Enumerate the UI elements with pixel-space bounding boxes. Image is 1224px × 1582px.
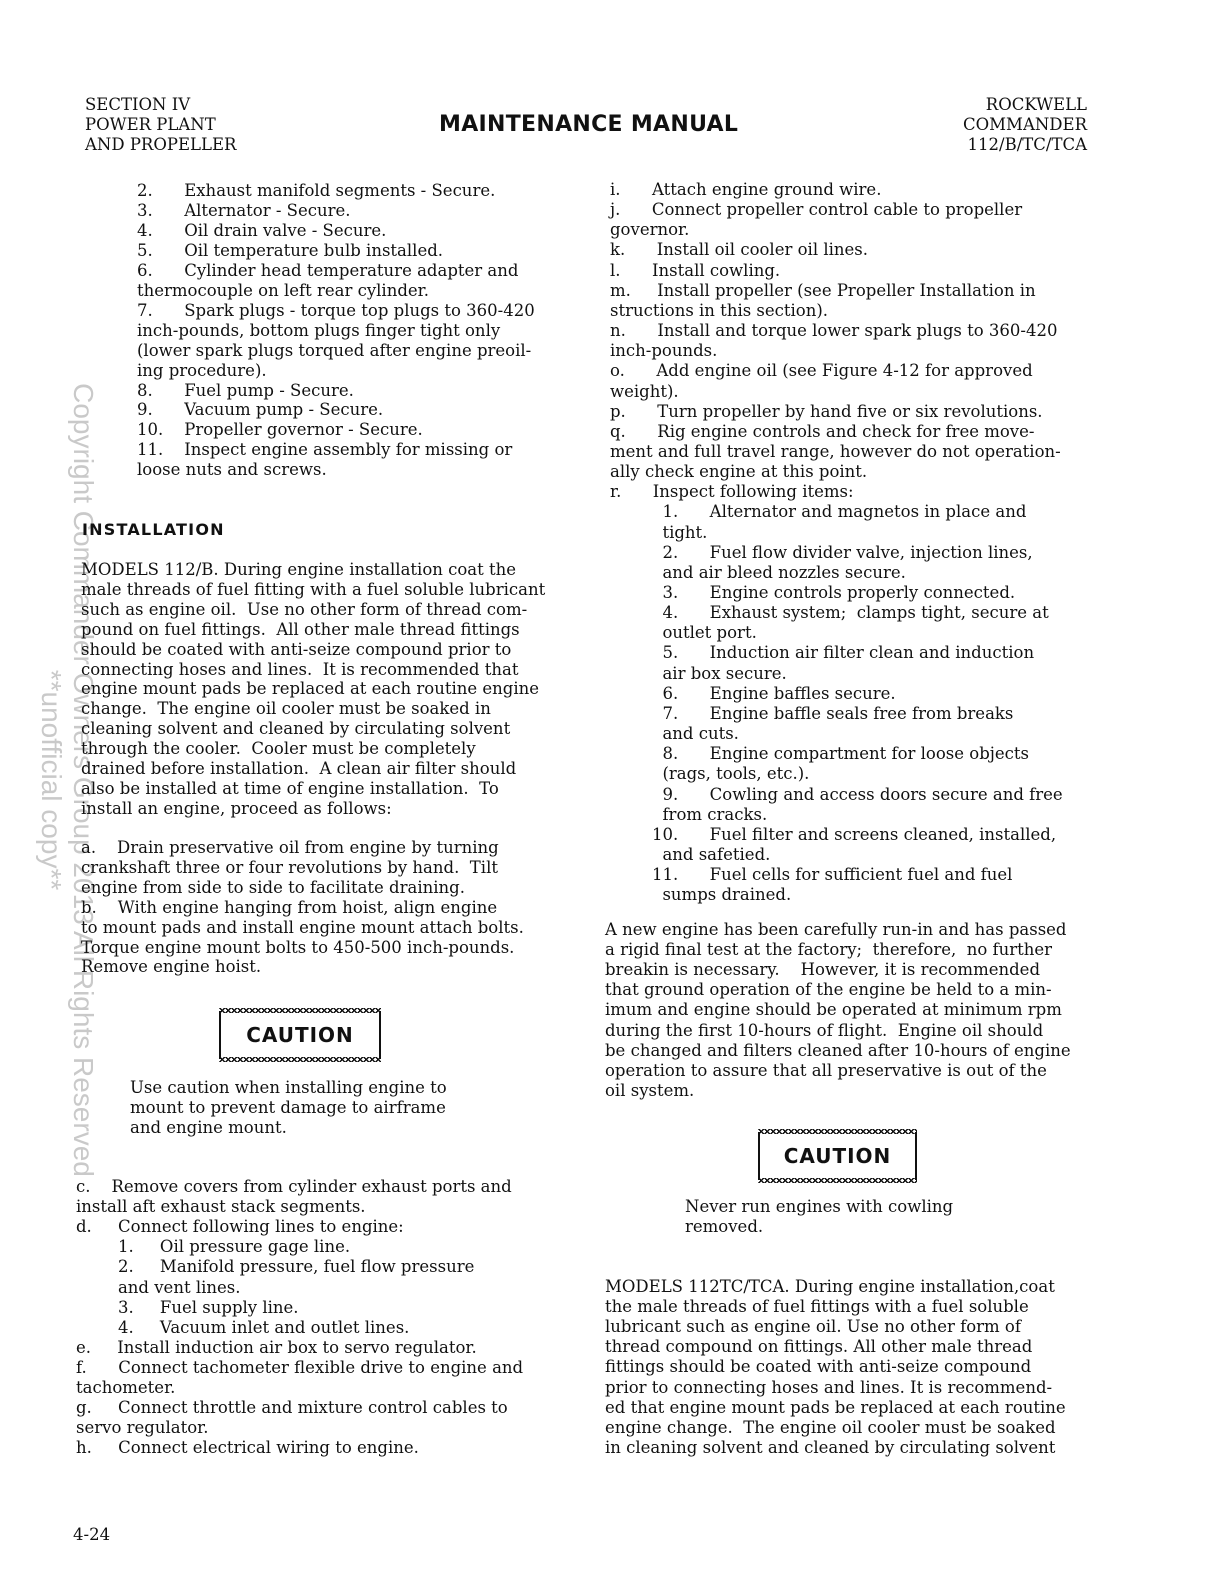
text-line: g. Connect throttle and mixture control cables to (76, 1398, 508, 1418)
text-line: Never run engines with cowling (685, 1197, 954, 1216)
text-line: pound on fuel fittings. All other male thread fittings (81, 619, 520, 639)
text-line: air box secure. (610, 663, 787, 683)
text-line: lubricant such as engine oil. Use no other form of (605, 1317, 1021, 1337)
page-title: MAINTENANCE MANUAL (439, 112, 739, 137)
text-line: i. Attach engine ground wire. (610, 180, 882, 199)
text-line: ally check engine at this point. (610, 462, 868, 482)
text-line: engine mount pads be replaced at each routine engine (81, 679, 540, 699)
text-line: install aft exhaust stack segments. (76, 1197, 366, 1217)
header-right-line: COMMANDER (963, 115, 1087, 134)
text-line: drained before installation. A clean air filter should (81, 759, 517, 778)
text-line: Torque engine mount bolts to 450-500 inch-pounds. (81, 937, 515, 957)
text-line: loose nuts and screws. (137, 460, 327, 480)
text-line: n. Install and torque lower spark plugs to 360-420 (610, 321, 1058, 341)
text-line: a. Drain preservative oil from engine by turning (81, 838, 499, 857)
text-line: d. Connect following lines to engine: (76, 1217, 404, 1237)
text-line: 3. Engine controls properly connected. (610, 583, 1016, 602)
text-line: k. Install oil cooler oil lines. (610, 240, 868, 260)
text-line: change. The engine oil cooler must be soaked in (81, 699, 491, 719)
text-line: MODELS 112/B. During engine installation coat the (81, 560, 517, 579)
text-line: 9. Vacuum pump - Secure. (137, 400, 384, 420)
text-line: outlet port. (610, 623, 757, 643)
text-line: 8. Fuel pump - Secure. (137, 380, 354, 400)
text-line: the male threads of fuel fittings with a fuel soluble (605, 1297, 1029, 1317)
text-line: (rags, tools, etc.). (610, 764, 810, 784)
text-line: breakin is necessary. However, it is recommended (605, 960, 1041, 980)
header-left-line: POWER PLANT (85, 115, 216, 134)
text-line: male threads of fuel fitting with a fuel soluble lubricant (81, 579, 546, 599)
text-line: m. Install propeller (see Propeller Installation in (610, 280, 1036, 300)
text-line: A new engine has been carefully run-in and has passed (605, 920, 1067, 939)
text-line: prior to connecting hoses and lines. It is recommend- (605, 1377, 1053, 1397)
text-line: crankshaft three or four revolutions by hand. Tilt (81, 857, 498, 877)
text-line: 4. Oil drain valve - Secure. (137, 220, 387, 240)
text-line: o. Add engine oil (see Figure 4-12 for approved (610, 361, 1033, 381)
text-line: imum and engine should be operated at minimum rpm (605, 1000, 1062, 1020)
text-line: 2. Fuel flow divider valve, injection lines, (610, 542, 1033, 562)
text-line: 1. Oil pressure gage line. (76, 1237, 351, 1257)
text-line: thermocouple on left rear cylinder. (137, 280, 429, 300)
caution-box-right (758, 1132, 917, 1180)
text-line: that ground operation of the engine be held to a min- (605, 980, 1052, 1000)
text-line: and cuts. (610, 724, 739, 744)
text-line: and air bleed nozzles secure. (610, 562, 906, 582)
text-line: and safetied. (610, 844, 771, 864)
text-line: also be installed at time of engine installation. To (81, 778, 499, 798)
text-line: 5. Induction air filter clean and induction (610, 643, 1035, 663)
text-line: c. Remove covers from cylinder exhaust ports and (76, 1177, 512, 1196)
text-line: weight). (610, 381, 679, 401)
text-line: such as engine oil. Use no other form of thread com- (81, 599, 528, 619)
text-line: Use caution when installing engine to (130, 1078, 447, 1097)
text-line: 3. Alternator - Secure. (137, 200, 351, 220)
text-line: ment and full travel range, however do not operation- (610, 441, 1061, 461)
header-model-label (963, 95, 1087, 155)
text-line: mount to prevent damage to airframe (130, 1098, 446, 1117)
text-line: j. Connect propeller control cable to propeller (610, 200, 1023, 220)
text-line: 10. Propeller governor - Secure. (137, 420, 423, 440)
text-line: a rigid final test at the factory; therefore, no further (605, 940, 1053, 960)
text-line: 6. Engine baffles secure. (610, 683, 896, 703)
text-line: tight. (610, 522, 708, 542)
text-line: 9. Cowling and access doors secure and free (610, 784, 1063, 804)
watermark-line: **unofficial copy** (36, 669, 67, 891)
text-line: h. Connect electrical wiring to engine. (76, 1438, 419, 1458)
text-line: tachometer. (76, 1378, 176, 1397)
text-line: f. Connect tachometer flexible drive to engine and (76, 1357, 524, 1377)
text-line: 1. Alternator and magnetos in place and (610, 502, 1027, 522)
text-line: and engine mount. (130, 1118, 287, 1137)
text-line: 8. Engine compartment for loose objects (610, 744, 1029, 764)
text-line: engine from side to side to facilitate draining. (81, 877, 465, 897)
text-line: 5. Oil temperature bulb installed. (137, 240, 444, 260)
text-line: 11. Inspect engine assembly for missing or (137, 440, 513, 460)
text-line: during the first 10-hours of flight. Engine oil should (605, 1020, 1044, 1040)
text-line: removed. (685, 1217, 764, 1236)
text-line: 4. Exhaust system; clamps tight, secure at (610, 603, 1049, 623)
text-line: fittings should be coated with anti-seize compound (605, 1357, 1032, 1377)
text-line: operation to assure that all preservative is out of the (605, 1060, 1047, 1080)
installation-heading: INSTALLATION (82, 520, 225, 539)
text-line: through the cooler. Cooler must be completely (81, 739, 476, 759)
text-line: cleaning solvent and cleaned by circulating solvent (81, 719, 511, 739)
text-line: (lower spark plugs torqued after engine preoil- (137, 340, 532, 360)
text-line: b. With engine hanging from hoist, align engine (81, 897, 498, 917)
text-line: 6. Cylinder head temperature adapter and (137, 260, 519, 280)
text-line: e. Install induction air box to servo regulator. (76, 1337, 477, 1357)
text-line: p. Turn propeller by hand five or six revolutions. (610, 401, 1043, 421)
text-line: should be coated with anti-seize compound prior to (81, 639, 512, 659)
text-line: 10. Fuel filter and screens cleaned, installed, (610, 824, 1057, 844)
text-line: MODELS 112TC/TCA. During engine installation,coat (605, 1277, 1055, 1296)
text-line: 4. Vacuum inlet and outlet lines. (76, 1317, 410, 1337)
text-line: connecting hoses and lines. It is recommended that (81, 659, 519, 679)
text-line: l. Install cowling. (610, 260, 781, 280)
text-line: 2. Exhaust manifold segments - Secure. (137, 181, 496, 200)
watermark-line: Copyright Commander Owners Group 2013 All Rights Reserved (68, 383, 99, 1177)
text-line: Remove engine hoist. (81, 957, 262, 977)
page-number: 4-24 (73, 1525, 111, 1544)
text-line: engine change. The engine oil cooler must be soaked (605, 1417, 1056, 1437)
text-line: oil system. (605, 1080, 695, 1100)
text-line: and vent lines. (76, 1277, 241, 1297)
text-line: be changed and filters cleaned after 10-hours of engine (605, 1040, 1071, 1060)
text-line: servo regulator. (76, 1418, 209, 1438)
text-line: to mount pads and install engine mount attach bolts. (81, 917, 524, 937)
caution-label: CAUTION (783, 1144, 892, 1168)
text-line: 3. Fuel supply line. (76, 1297, 299, 1317)
text-line: sumps drained. (610, 885, 792, 905)
caution-box-left (219, 1011, 381, 1059)
text-line: from cracks. (610, 804, 768, 824)
text-line: inch-pounds. (610, 341, 718, 361)
text-line: install an engine, proceed as follows: (81, 798, 392, 818)
text-line: in cleaning solvent and cleaned by circulating solvent (605, 1437, 1056, 1457)
text-line: 7. Spark plugs - torque top plugs to 360-420 (137, 300, 535, 320)
text-line: 11. Fuel cells for sufficient fuel and fuel (610, 865, 1013, 885)
text-line: 7. Engine baffle seals free from breaks (610, 703, 1014, 723)
text-line: ing procedure). (137, 360, 267, 380)
header-section-label (85, 95, 236, 155)
text-line: ed that engine mount pads be replaced at each routine (605, 1397, 1066, 1417)
header-right-line: 112/B/TC/TCA (967, 135, 1087, 154)
caution-label: CAUTION (246, 1023, 354, 1047)
header-left-line: SECTION IV (85, 95, 191, 114)
text-line: governor. (610, 220, 690, 240)
header-right-line: ROCKWELL (985, 95, 1087, 114)
text-line: structions in this section). (610, 300, 829, 320)
text-line: q. Rig engine controls and check for free move- (610, 421, 1035, 441)
header-left-line: AND PROPELLER (85, 135, 237, 154)
text-line: thread compound on fittings. All other male thread (605, 1337, 1033, 1357)
text-line: inch-pounds, bottom plugs finger tight only (137, 320, 501, 340)
text-line: 2. Manifold pressure, fuel flow pressure (76, 1257, 475, 1277)
text-line: r. Inspect following items: (610, 482, 854, 502)
